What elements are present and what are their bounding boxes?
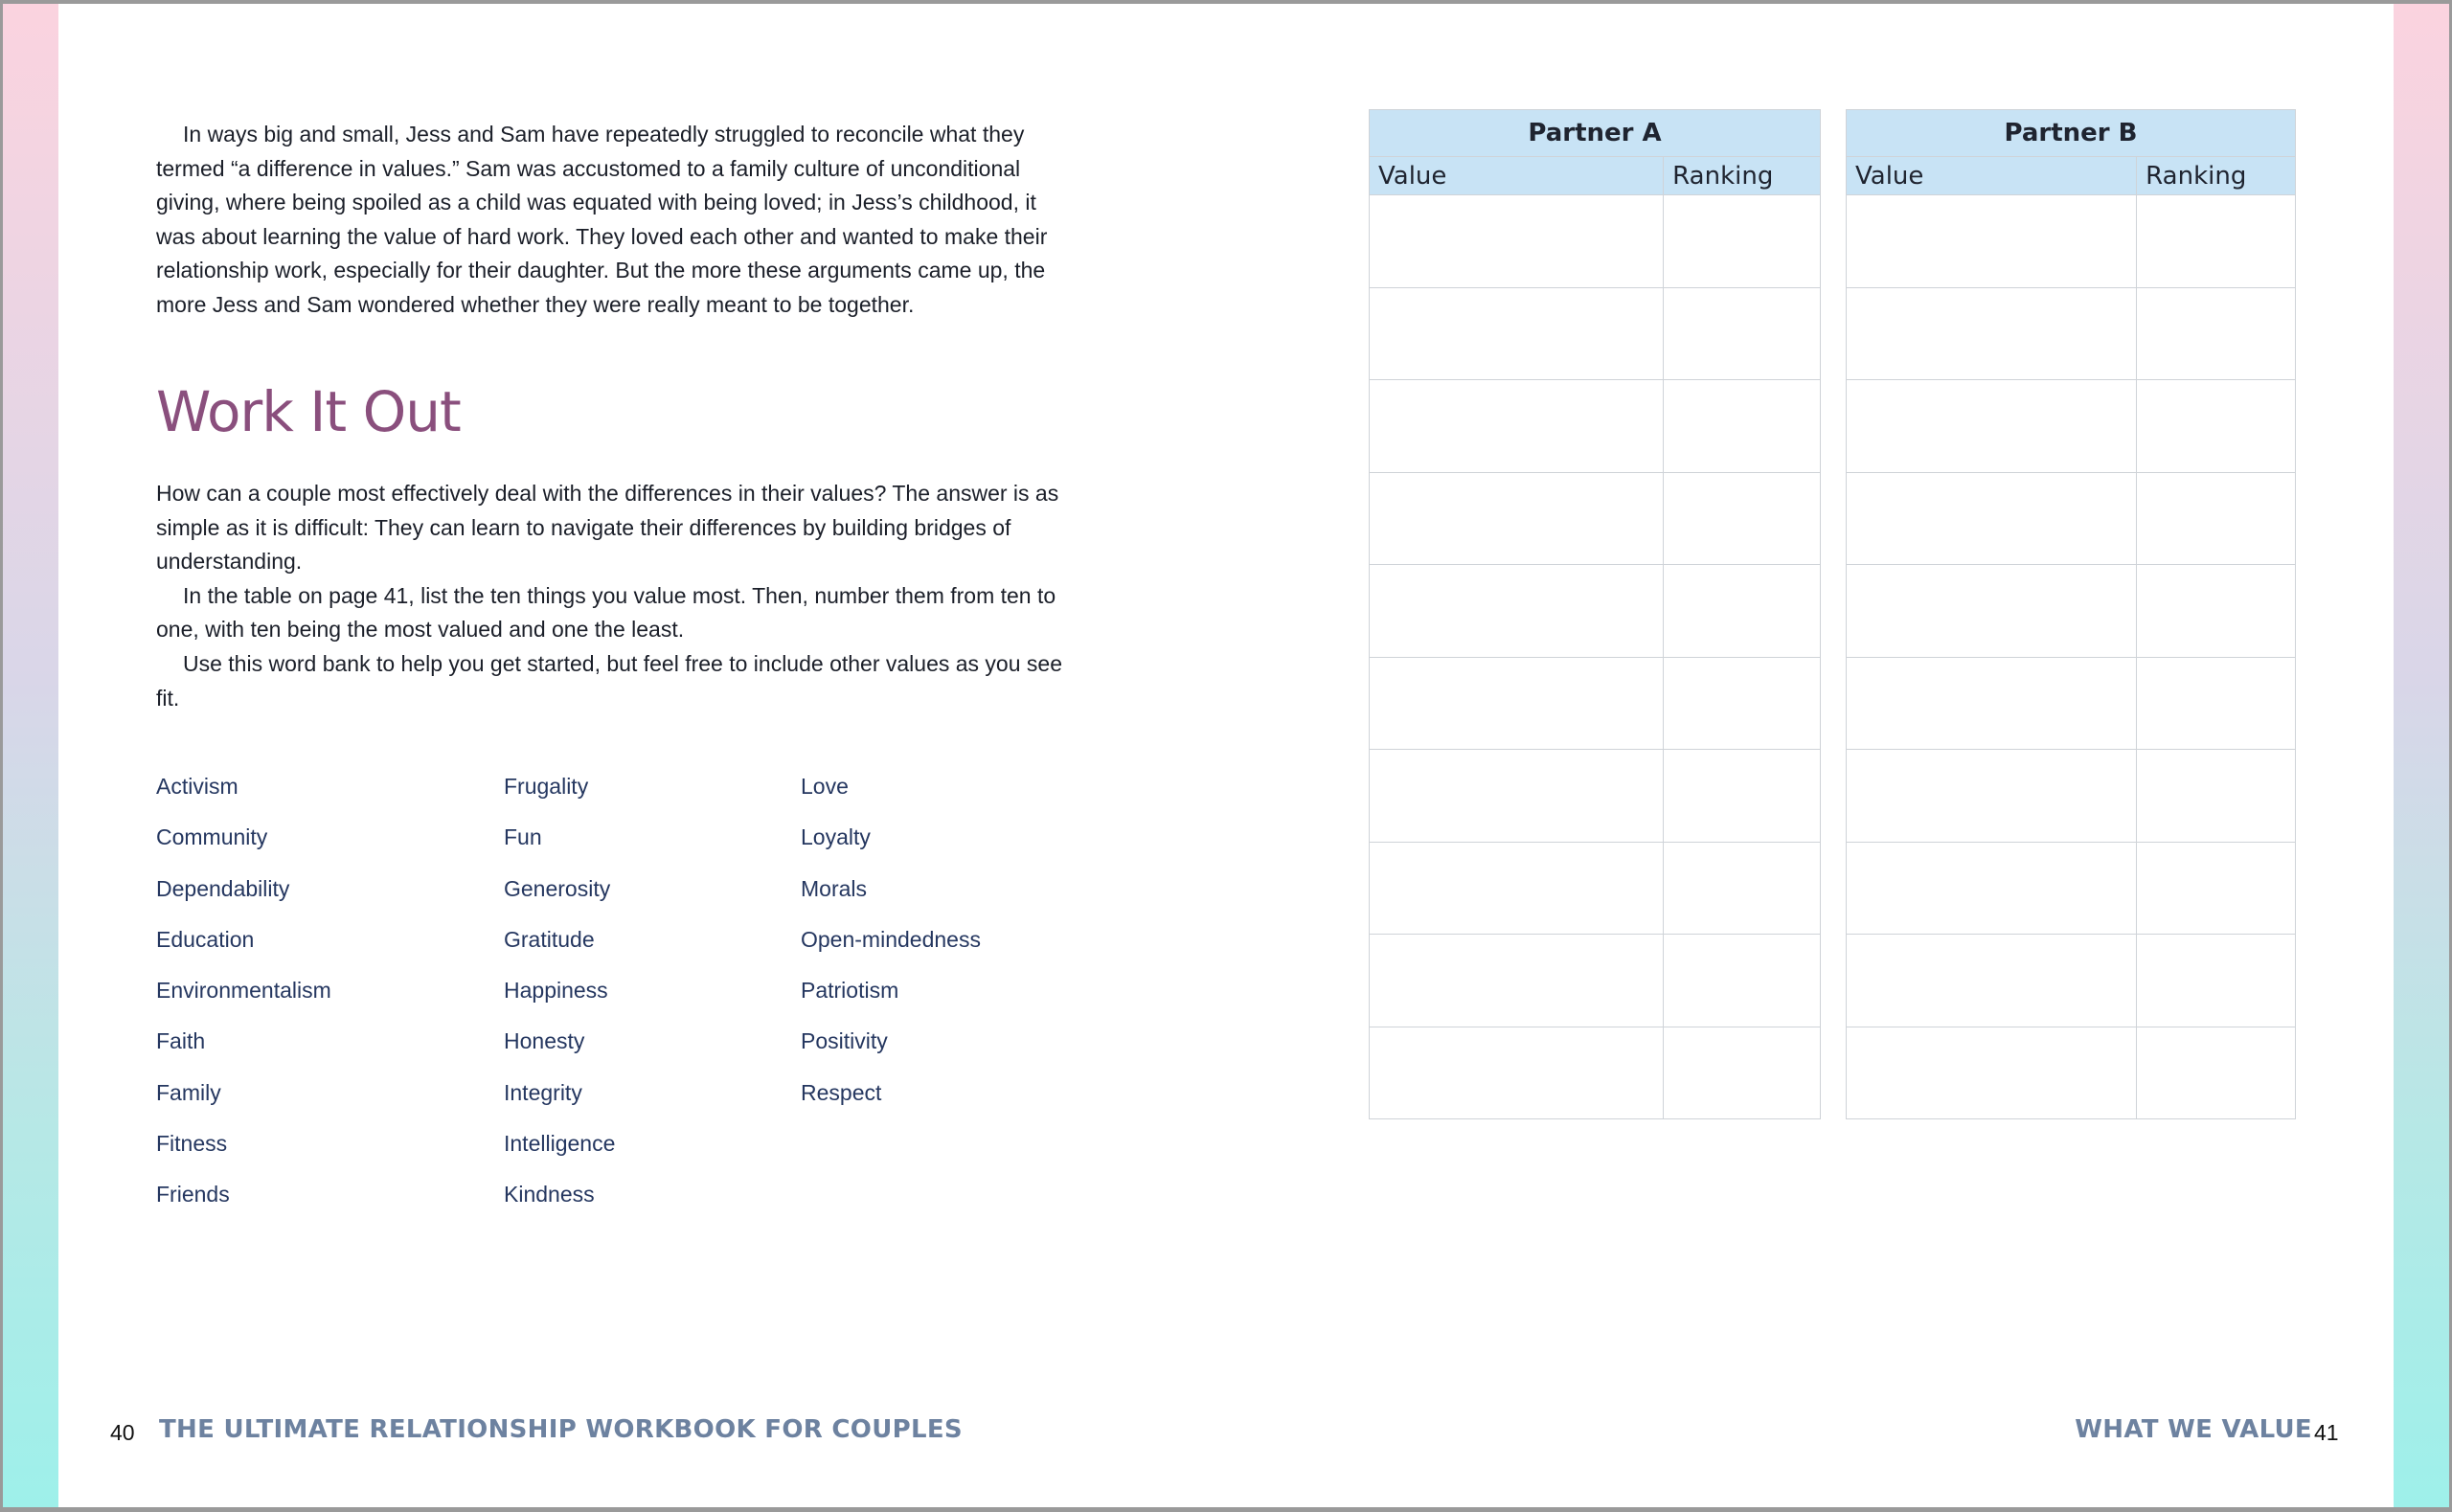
partner-a-value-header: Value xyxy=(1370,157,1664,195)
word-bank-item: Activism xyxy=(156,774,238,799)
ranking-cell[interactable] xyxy=(2137,657,2296,750)
word-bank-column-1 xyxy=(156,770,331,1230)
word-bank-item: Fitness xyxy=(156,1131,228,1157)
partner-a-ranking-header: Ranking xyxy=(1664,157,1821,195)
value-cell[interactable] xyxy=(1370,195,1664,288)
word-bank-column-3 xyxy=(801,770,981,1127)
intro-text: In ways big and small, Jess and Sam have repeatedly struggled to reconcile what they termed “a difference in values.” Sam was accustomed to a family culture of unconditional giving, where being spoiled as a child was equated with being loved; in Jess’s childhood, it was about learning the value of hard work. They loved each other and wanted to make their relationship work, especially for their daughter. But the more these arguments came up, the more Jess and Sam wondered whether they were really meant to be together. xyxy=(156,122,1048,317)
word-bank-item: Education xyxy=(156,926,255,952)
ranking-cell[interactable] xyxy=(1664,380,1821,473)
value-cell[interactable] xyxy=(1847,380,2137,473)
ranking-cell[interactable] xyxy=(2137,935,2296,1027)
value-cell[interactable] xyxy=(1847,472,2137,565)
word-bank-item: Loyalty xyxy=(801,824,871,850)
value-cell[interactable] xyxy=(1847,935,2137,1027)
ranking-cell[interactable] xyxy=(1664,287,1821,380)
word-bank-item: Kindness xyxy=(504,1182,595,1207)
table-row xyxy=(1847,287,2296,380)
ranking-cell[interactable] xyxy=(1664,472,1821,565)
ranking-cell[interactable] xyxy=(1664,935,1821,1027)
table-row xyxy=(1370,1027,1821,1119)
word-bank-item: Environmentalism xyxy=(156,978,331,1004)
table-row xyxy=(1370,935,1821,1027)
word-bank-item: Patriotism xyxy=(801,978,899,1004)
ranking-cell[interactable] xyxy=(1664,1027,1821,1119)
table-row xyxy=(1370,657,1821,750)
word-bank-item: Friends xyxy=(156,1182,230,1207)
word-bank-item: Frugality xyxy=(504,774,589,799)
value-cell[interactable] xyxy=(1847,842,2137,935)
ranking-cell[interactable] xyxy=(2137,380,2296,473)
intro-paragraph xyxy=(156,118,1076,323)
right-page-number: 41 xyxy=(2314,1420,2339,1445)
ranking-cell[interactable] xyxy=(2137,287,2296,380)
table-row xyxy=(1847,472,2296,565)
table-row xyxy=(1370,287,1821,380)
value-cell[interactable] xyxy=(1370,842,1664,935)
word-bank-item: Dependability xyxy=(156,875,290,901)
ranking-cell[interactable] xyxy=(2137,1027,2296,1119)
ranking-cell[interactable] xyxy=(2137,750,2296,843)
ranking-cell[interactable] xyxy=(1664,565,1821,658)
table-row xyxy=(1370,195,1821,288)
value-cell[interactable] xyxy=(1370,287,1664,380)
word-bank-item: Happiness xyxy=(504,978,608,1004)
instructions xyxy=(156,477,1076,715)
table-row xyxy=(1847,1027,2296,1119)
ranking-cell[interactable] xyxy=(1664,842,1821,935)
table-row xyxy=(1847,935,2296,1027)
table-row xyxy=(1847,657,2296,750)
section-heading: Work It Out xyxy=(156,379,461,444)
value-cell[interactable] xyxy=(1847,750,2137,843)
value-cell[interactable] xyxy=(1370,657,1664,750)
book-title-footer: THE ULTIMATE RELATIONSHIP WORKBOOK FOR COUPLES xyxy=(159,1415,963,1444)
left-page-number: 40 xyxy=(110,1420,135,1445)
word-bank-item: Positivity xyxy=(801,1028,888,1054)
left-gradient-band xyxy=(3,4,58,1507)
value-cell[interactable] xyxy=(1370,472,1664,565)
partner-b-title: Partner B xyxy=(1847,110,2296,157)
partner-a-title: Partner A xyxy=(1370,110,1821,157)
value-cell[interactable] xyxy=(1847,565,2137,658)
word-bank-item: Community xyxy=(156,824,268,850)
table-row xyxy=(1370,472,1821,565)
word-bank-item: Fun xyxy=(504,824,542,850)
table-row xyxy=(1370,842,1821,935)
instructions-paragraph-1: How can a couple most effectively deal with the differences in their values? The answer is as simple as it is difficult: They can learn to navigate their differences by building bridges of understanding. xyxy=(156,481,1059,575)
value-cell[interactable] xyxy=(1370,1027,1664,1119)
word-bank-item: Integrity xyxy=(504,1079,582,1105)
partner-b-value-header: Value xyxy=(1847,157,2137,195)
word-bank-column-2 xyxy=(504,770,615,1230)
word-bank-item: Morals xyxy=(801,875,868,901)
table-row xyxy=(1847,565,2296,658)
value-cell[interactable] xyxy=(1847,287,2137,380)
ranking-cell[interactable] xyxy=(1664,657,1821,750)
partner-a-table xyxy=(1369,109,1821,1119)
word-bank-item: Faith xyxy=(156,1028,206,1054)
table-row xyxy=(1847,842,2296,935)
instructions-paragraph-2: In the table on page 41, list the ten things you value most. Then, number them from ten to one, with ten being the most valued and one the least. xyxy=(156,582,1056,643)
word-bank-item: Respect xyxy=(801,1079,882,1105)
value-cell[interactable] xyxy=(1370,565,1664,658)
ranking-cell[interactable] xyxy=(2137,195,2296,288)
ranking-cell[interactable] xyxy=(2137,472,2296,565)
table-row xyxy=(1847,750,2296,843)
word-bank-item: Honesty xyxy=(504,1028,585,1054)
word-bank-item: Intelligence xyxy=(504,1131,616,1157)
table-row xyxy=(1370,380,1821,473)
value-cell[interactable] xyxy=(1847,657,2137,750)
value-cell[interactable] xyxy=(1847,1027,2137,1119)
word-bank-item: Family xyxy=(156,1079,221,1105)
ranking-cell[interactable] xyxy=(1664,195,1821,288)
table-row xyxy=(1370,750,1821,843)
value-cell[interactable] xyxy=(1370,380,1664,473)
value-cell[interactable] xyxy=(1370,750,1664,843)
value-cell[interactable] xyxy=(1847,195,2137,288)
word-bank-item: Love xyxy=(801,774,849,799)
table-row xyxy=(1370,565,1821,658)
word-bank-item: Generosity xyxy=(504,875,611,901)
table-row xyxy=(1847,380,2296,473)
chapter-title-footer: WHAT WE VALUE xyxy=(2075,1415,2312,1444)
ranking-cell[interactable] xyxy=(1664,750,1821,843)
table-row xyxy=(1847,195,2296,288)
word-bank-item: Gratitude xyxy=(504,926,595,952)
word-bank-item: Open-mindedness xyxy=(801,926,981,952)
right-gradient-band xyxy=(2394,4,2449,1507)
value-cell[interactable] xyxy=(1370,935,1664,1027)
ranking-cell[interactable] xyxy=(2137,842,2296,935)
ranking-cell[interactable] xyxy=(2137,565,2296,658)
instructions-paragraph-3: Use this word bank to help you get started, but feel free to include other values as you see fit. xyxy=(156,650,1062,711)
book-spread xyxy=(3,4,2449,1507)
partner-b-table xyxy=(1846,109,2296,1119)
partner-b-ranking-header: Ranking xyxy=(2137,157,2296,195)
